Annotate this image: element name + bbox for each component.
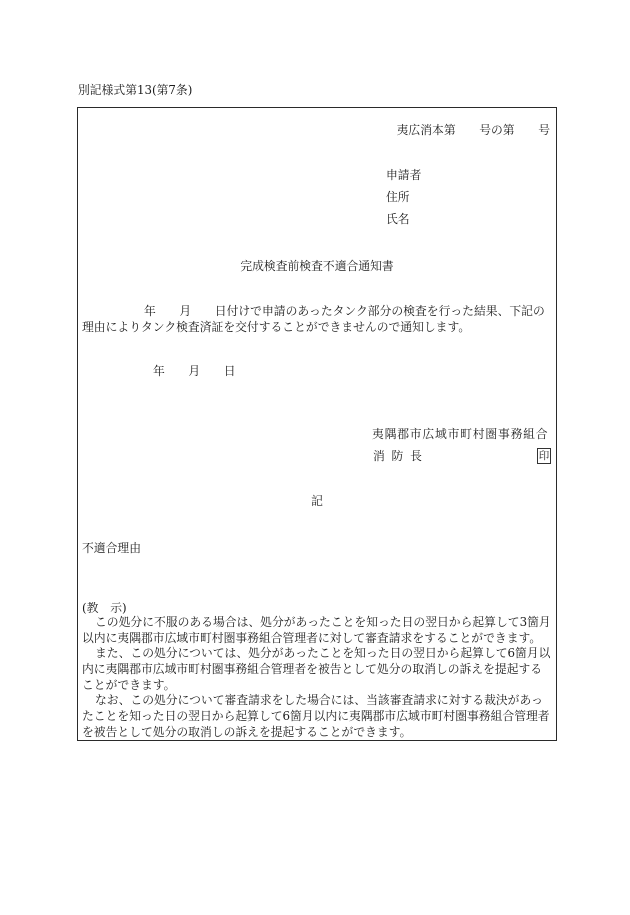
instruction-line: 内に夷隅郡市広域市町村圏事務組合管理者を被告として処分の取消しの訴えを提起する	[82, 662, 543, 677]
document-title: 完成検査前検査不適合通知書	[240, 259, 394, 273]
name-label: 氏名	[386, 212, 410, 226]
body-line: 年 月 日付けで申請のあったタンク部分の検査を行った結果、下記の	[144, 304, 545, 318]
notice-frame	[77, 107, 557, 741]
instruction-heading: (教 示)	[82, 601, 127, 615]
body-line: 理由によりタンク検査済証を交付することができませんので通知します。	[82, 320, 471, 334]
instruction-line: を被告として処分の取消しの訴えを提起することができます。	[82, 724, 412, 739]
instruction-line: ことができます。	[82, 677, 176, 692]
address-label: 住所	[386, 190, 410, 204]
instruction-line: なお、この処分について審査請求をした場合には、当該審査請求に対する裁決があっ	[95, 693, 543, 708]
seal-mark: 印	[538, 450, 550, 462]
nonconformity-reason-label: 不適合理由	[82, 541, 141, 555]
issue-date: 年 月 日	[153, 364, 236, 378]
instruction-line: また、この処分については、処分があったことを知った日の翌日から起算して6箇月以	[95, 646, 551, 661]
instruction-line: たことを知った日の翌日から起算して6箇月以内に夷隅郡市広域市町村圏事務組合管理者	[82, 709, 550, 724]
instruction-text	[82, 615, 554, 741]
applicant-heading: 申請者	[386, 168, 422, 182]
instruction-line: 以内に夷隅郡市広域市町村圏事務組合管理者に対して審査請求をすることができます。	[82, 630, 542, 645]
issuer-title: 消 防 長	[373, 449, 422, 463]
form-label: 別記様式第13(第7条)	[78, 83, 193, 97]
instruction-line: この処分に不服のある場合は、処分があったことを知った日の翌日から起算して3箇月	[95, 615, 551, 629]
reference-number: 夷広消本第 号の第 号	[396, 123, 550, 137]
issuer-organization: 夷隅郡市広域市町村圏事務組合	[372, 427, 549, 441]
notation-mark: 記	[311, 494, 323, 508]
